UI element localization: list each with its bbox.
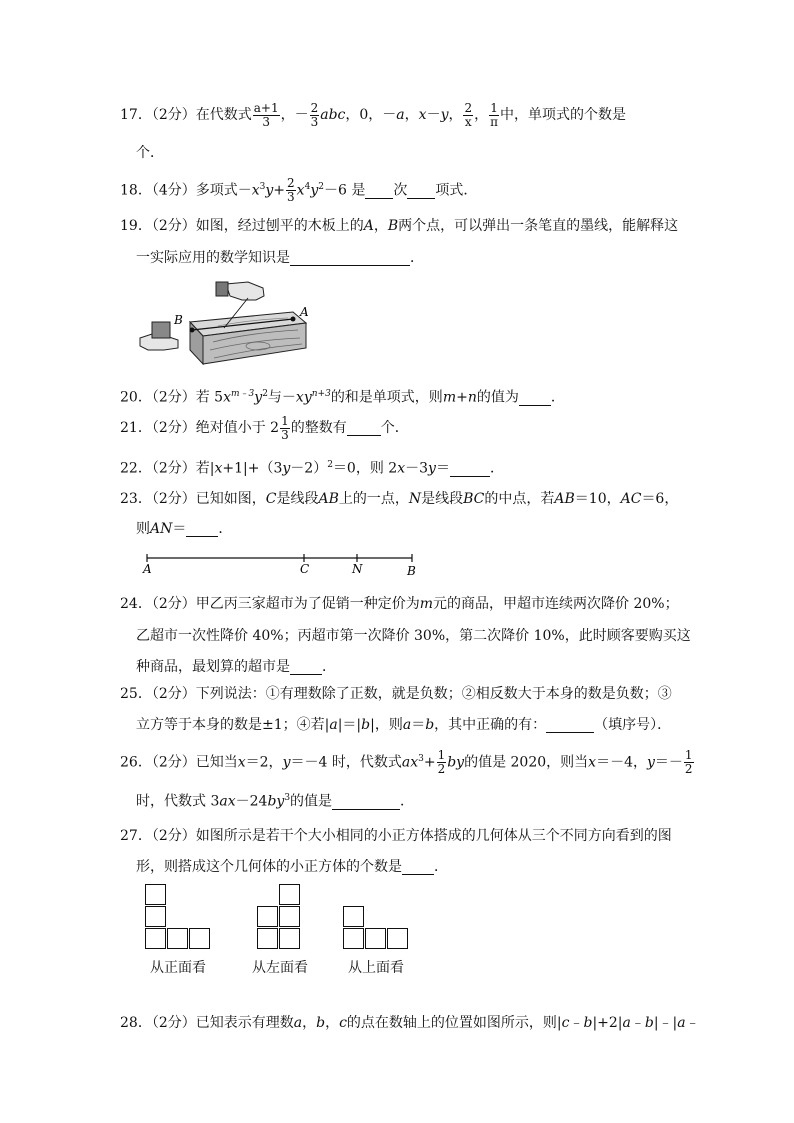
fraction: $\frac{2}{x}$ xyxy=(464,100,473,129)
question-24: 24．（2分）甲乙丙三家超市为了促销一种定价为m元的商品，甲超市连续两次降价 20%； xyxy=(120,596,679,612)
left-view-label: 从左面看 xyxy=(252,960,308,976)
question-21: 21．（2分）绝对值小于 2 $\frac{1}{3}$ 的整数有 个． xyxy=(120,413,409,442)
question-25-line2: 立方等于本身的数是±1；④若|a|＝|b|，则a＝b，其中正确的有： （填序号）． xyxy=(136,717,672,733)
answer-blank[interactable] xyxy=(332,793,400,810)
top-view-label: 从上面看 xyxy=(348,960,404,976)
hand-right xyxy=(226,282,264,300)
answer-blank[interactable] xyxy=(519,389,551,406)
fraction: $\frac{2}{3}$ xyxy=(287,176,295,205)
cube xyxy=(189,928,210,949)
point-c-label: C xyxy=(300,562,310,576)
point-n-label: N xyxy=(352,562,363,576)
fraction: $\frac{2}{3}$ xyxy=(310,100,319,129)
question-19: 19．（2分）如图，经过刨平的木板上的A，B两个点，可以弹出一条笔直的墨线，能解释这 xyxy=(120,218,679,234)
cube xyxy=(145,928,166,949)
fraction: $\frac{1}{3}$ xyxy=(281,413,289,442)
answer-blank[interactable] xyxy=(290,249,410,266)
question-23-line2: 则AN＝ ． xyxy=(136,521,233,537)
question-24-line2: 乙超市一次性降价 40%；丙超市第一次降价 30%，第二次降价 10%，此时顾客要购买这 xyxy=(136,628,691,644)
wooden-board-figure xyxy=(138,278,328,370)
q17-text: 17．（2分）在代数式 xyxy=(120,107,252,123)
answer-blank[interactable] xyxy=(186,520,218,537)
question-17-line2: 个． xyxy=(136,145,164,161)
question-26: 26．（2分）已知当x＝2，y＝－4 时，代数式$ax^3+$ $\frac{1}{2}$ by的值是 2020，则当x＝－4，y＝－ $\frac{1}{2}$ xyxy=(120,748,693,777)
answer-blank[interactable] xyxy=(347,419,381,436)
question-24-line3: 种商品，最划算的超市是 ． xyxy=(136,659,336,675)
point-a-label: A xyxy=(143,562,152,576)
point-b-label: B xyxy=(407,564,416,578)
fraction: $\frac{1}{2}$ xyxy=(684,748,693,777)
cube xyxy=(145,884,166,905)
fraction: $\frac{1}{\pi}$ xyxy=(490,100,499,129)
question-26-line2: 时，代数式 $3ax-24by^3$的值是 ． xyxy=(136,793,415,810)
front-view-label: 从正面看 xyxy=(150,960,206,976)
answer-blank[interactable] xyxy=(450,460,490,477)
fraction: $\frac{a+1}{3}$ xyxy=(253,100,279,129)
question-20: 20．（2分）若 $5x^{m﹣3}y^2$与$-xy^{n+3}$的和是单项式，则m+n的值为 ． xyxy=(120,389,565,406)
question-19-line2: 一实际应用的数学知识是 ． xyxy=(136,250,424,266)
cube xyxy=(167,928,188,949)
label-b: B xyxy=(174,313,183,327)
answer-blank[interactable] xyxy=(290,658,322,675)
question-25: 25．（2分）下列说法：①有理数除了正数，就是负数；②相反数大于本身的数是负数；③ xyxy=(120,686,672,702)
question-27-line2: 形，则搭成这个几何体的小正方体的个数是 ． xyxy=(136,859,448,875)
cube xyxy=(279,928,300,949)
answer-blank-degree[interactable] xyxy=(365,182,393,199)
ink-box xyxy=(152,322,170,338)
label-a: A xyxy=(300,305,309,319)
question-18: 18．（4分）多项式$-x^3y+$ $\frac{2}{3}$ $x^4y^2-6$ 是 次 项式． xyxy=(120,176,478,205)
cube xyxy=(279,884,300,905)
point-a-dot xyxy=(291,317,296,322)
answer-blank[interactable] xyxy=(546,716,594,733)
fraction: $\frac{1}{2}$ xyxy=(437,748,446,777)
cube xyxy=(343,928,364,949)
answer-blank-terms[interactable] xyxy=(407,182,435,199)
question-17: 17．（2分）在代数式 $\frac{a+1}{3}$ ，－ $\frac{2}{3}$ abc，0，－a，x－y， $\frac{2}{x}$ ， $\frac{1}{\pi}$ 中，单项式的个数是 xyxy=(120,100,627,129)
question-27: 27．（2分）如图所示是若干个大小相同的小正方体搭成的几何体从三个不同方向看到的图 xyxy=(120,828,672,844)
cube xyxy=(257,906,278,927)
cube xyxy=(343,906,364,927)
cube xyxy=(365,928,386,949)
point-b-dot xyxy=(190,328,195,333)
question-23: 23．（2分）已知如图，C是线段AB上的一点，N是线段BC的中点，若AB＝10，AC＝6， xyxy=(120,491,679,507)
answer-blank[interactable] xyxy=(402,858,434,875)
question-22: 22．（2分）若$|x+1|+(3y-2)^2=0$，则 2x－3y＝ ． xyxy=(120,460,504,477)
question-28: 28．（2分）已知表示有理数a，b，c的点在数轴上的位置如图所示，则|c﹣b|+2|a﹣b|﹣|a﹣ xyxy=(120,1015,700,1031)
cube xyxy=(387,928,408,949)
cube xyxy=(145,906,166,927)
segment-figure xyxy=(140,548,430,580)
cube xyxy=(257,928,278,949)
cube xyxy=(279,906,300,927)
